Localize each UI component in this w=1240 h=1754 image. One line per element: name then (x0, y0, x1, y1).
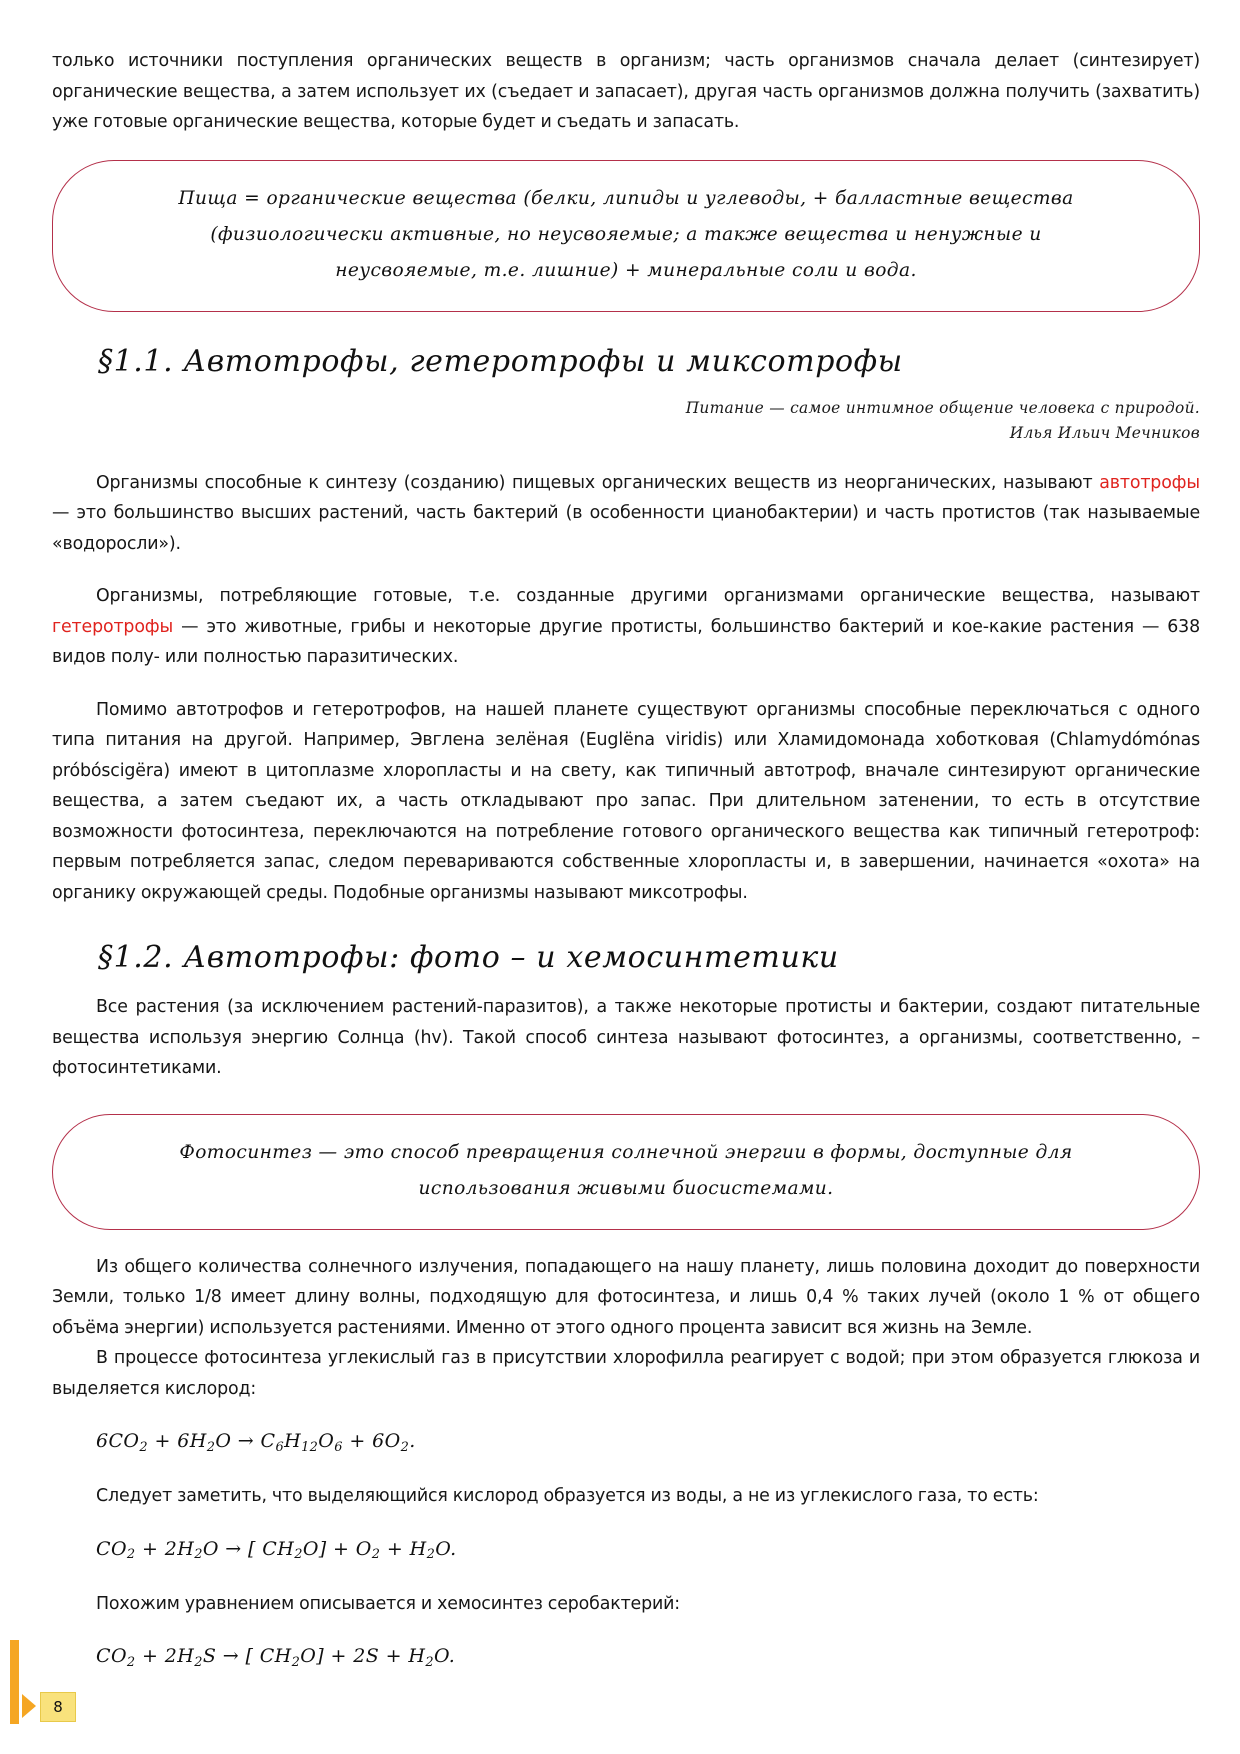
para-text-a: Организмы, потребляющие готовые, т.е. созданные другими организмами органические вещества, называют (96, 586, 1200, 606)
definition-line-3: неусвояемые, т.е. лишние) + минеральные соли и вода. (335, 259, 917, 281)
definition-line-2: (физиологически активные, но неусвояемые; а также вещества и ненужные и (210, 223, 1042, 245)
paragraph-autotrophs (52, 468, 1200, 560)
spacer (52, 312, 1200, 342)
spacer (52, 1619, 1200, 1641)
paragraph-chemosynthesis: Похожим уравнением описывается и хемосинтез серобактерий: (96, 1593, 681, 1614)
paragraph-oxygen-note: Следует заметить, что выделяющийся кислород образуется из воды, а не из углекислого газа, то есть: (96, 1486, 1039, 1506)
epigraph-text: Питание — самое интимное общение человека с природой. (685, 398, 1200, 417)
left-edge-marker (10, 1640, 19, 1724)
paragraph-photosynthetics: Все растения (за исключением растений-паразитов), а также некоторые протисты и бактерии, создают питательные вещества используя энергию Солнца (hv). Такой способ синтеза называют фотосинтез, а организмы, соответственно, – фотосинтетиками. (52, 997, 1200, 1078)
definition-line-1: Пища = органические вещества (белки, липиды и углеводы, + балластные вещества (178, 187, 1074, 209)
definition-box-food (52, 160, 1200, 312)
spacer (52, 446, 1200, 468)
page-number-group (22, 1684, 142, 1732)
spacer (52, 1084, 1200, 1114)
intro-paragraph: только источники поступления органических веществ в организм; часть организмов сначала делает (синтезирует) органические вещества, а затем использует их (съедает и запасает), другая часть организмов должна получить (захватить) уже готовые органические вещества, которые будет и съедать и запасать. (52, 51, 1200, 132)
page-number-badge: 8 (40, 1692, 76, 1722)
paragraph-photosynthesis-process: В процессе фотосинтеза углекислый газ в присутствии хлорофилла реагирует с водой; при этом образуется глюкоза и выделяется кислород: (52, 1348, 1200, 1399)
spacer (52, 673, 1200, 695)
formula-water-oxidation: $CO_2 + 2H_2O$ → [ $CH_2O] + O_2 + H_2O$. (96, 1537, 457, 1563)
para-text-b: — это большинство высших растений, часть бактерий (в особенности цианобактерии) и часть протистов (так называемые «водоросли»). (52, 503, 1200, 554)
spacer (52, 1404, 1200, 1426)
epigraph-author: Илья Ильич Мечников (1009, 423, 1200, 442)
spacer (52, 908, 1200, 938)
paragraph-heterotrophs (52, 581, 1200, 673)
term-avtotrofy: автотрофы (1099, 472, 1200, 493)
page-content (52, 46, 1200, 1674)
spacer (52, 1512, 1200, 1534)
formula-chemosynthesis: $CO_2 + 2H_2S$ → [ $CH_2O] + 2S + H_2O$. (96, 1645, 456, 1670)
spacer (52, 138, 1200, 160)
para-text-b: — это животные, грибы и некоторые другие протисты, большинство бактерий и кое-какие растения — 638 видов полу- или полностью паразитических. (52, 616, 1200, 667)
formula-glucose: $6CO_2 + 6H_2O \to C_6H_{12}O_6 + 6O_2$. (96, 1430, 416, 1455)
spacer (52, 1567, 1200, 1589)
spacer (52, 559, 1200, 581)
definition-line-2: использования живыми биосистемами. (418, 1177, 834, 1199)
section-heading-1-1: §1.1. Автотрофы, гетеротрофы и миксотрофы (98, 343, 903, 379)
definition-line-1: Фотосинтез — это способ превращения солнечной энергии в формы, доступные для (179, 1141, 1073, 1163)
para-text-a: Организмы способные к синтезу (созданию) пищевых органических веществ из неорганических, называют (96, 472, 1100, 493)
spacer (52, 1230, 1200, 1252)
paragraph-solar-radiation: Из общего количества солнечного излучения, попадающего на нашу планету, лишь половина доходит до поверхности Земли, только 1/8 имеет длину волны, подходящую для фотосинтеза, и лишь 0,4 % таких лучей (около 1 % от общего объёма энергии) используется растениями. Именно от этого одного процента зависит вся жизнь на Земле. (52, 1256, 1200, 1338)
paragraph-mixotrophs: Помимо автотрофов и гетеротрофов, на нашей планете существуют организмы способные переключаться с одного типа питания на другой. Например, Эвглена зелёная (Euglёna viridis) или Хламидомонада хоботковая (Chlamydómónas próbóscigёra) имеют в цитоплазме хлоропласты и на свету, как типичный автотроф, вначале синтезируют органические вещества, а затем съедают их, а часть откладывают про запас. При длительном затенении, то есть в отсутствие возможности фотосинтеза, переключаются на потребление готового органического вещества как типичный гетеротроф: первым потребляется запас, следом перевариваются собственные хлоропласты и, в завершении, начинается «охота» на органику окружающей среды. Подобные организмы называют миксотрофы. (52, 699, 1200, 903)
spacer (52, 382, 1200, 396)
definition-box-photosynthesis (52, 1114, 1200, 1230)
epigraph-block (52, 396, 1200, 446)
term-geterotrofy: гетеротрофы (52, 616, 174, 637)
spacer (52, 978, 1200, 992)
section-heading-1-2: §1.2. Автотрофы: фото – и хемосинтетики (98, 940, 839, 975)
spacer (52, 1459, 1200, 1481)
